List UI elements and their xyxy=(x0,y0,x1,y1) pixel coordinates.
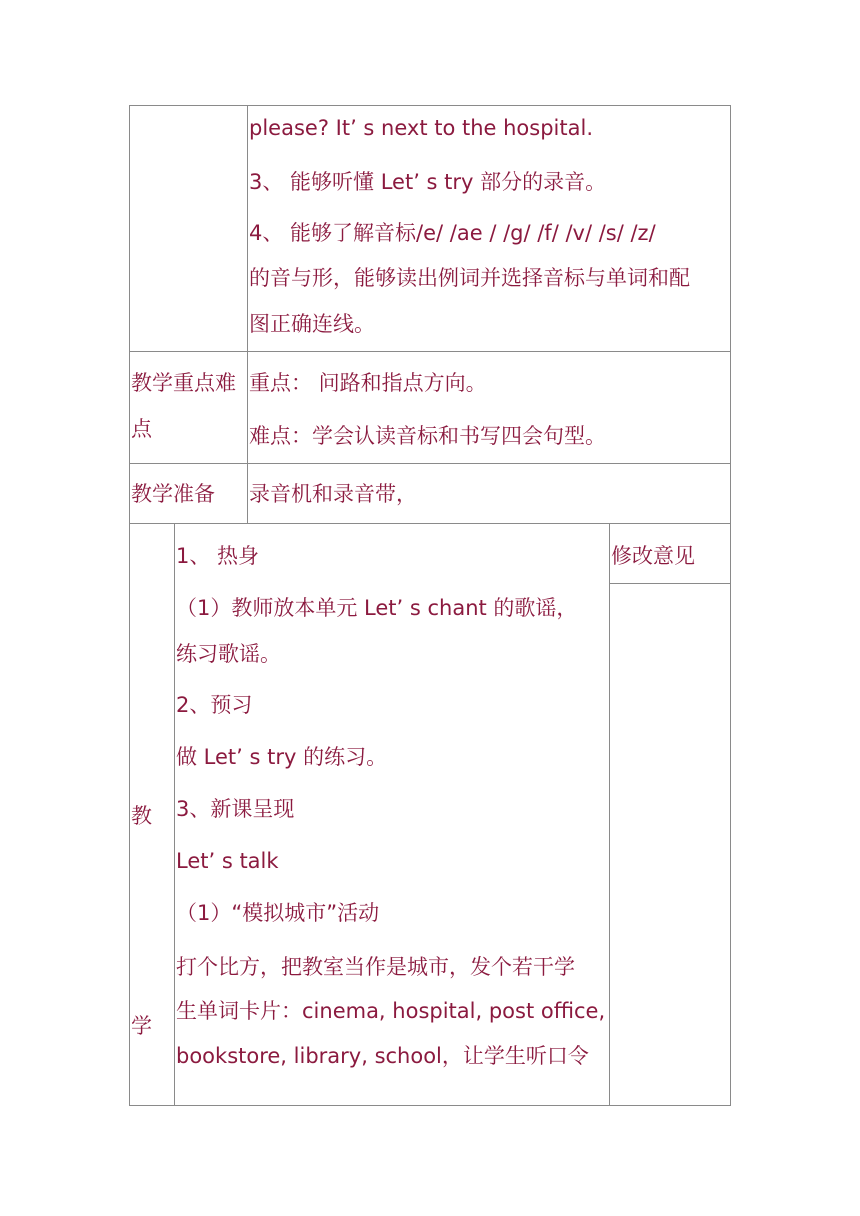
side-label-divider xyxy=(174,523,175,1106)
objective-item-3: 3、 能够听懂 Let’ s try 部分的录音。 xyxy=(249,170,607,194)
revision-header: 修改意见 xyxy=(611,544,695,568)
process-line: 做 Let’ s try 的练习。 xyxy=(176,745,388,769)
process-line: 1、 热身 xyxy=(176,544,260,568)
process-line: 打个比方，把教室当作是城市，发个若干学 xyxy=(176,955,575,979)
process-line: bookstore, library, school，让学生听口令 xyxy=(176,1044,589,1068)
key-points-label-line-2: 点 xyxy=(131,417,152,441)
table-border-right xyxy=(730,105,731,1106)
process-line: （1）“模拟城市”活动 xyxy=(176,901,380,925)
revision-header-divider xyxy=(609,583,731,584)
table-border-bottom xyxy=(129,1105,731,1106)
row-divider-objectives xyxy=(129,351,731,352)
process-line: （1）教师放本单元 Let’ s chant 的歌谣， xyxy=(176,596,578,620)
process-line: 2、预习 xyxy=(176,693,253,717)
key-points-label-line-1: 教学重点难 xyxy=(131,371,236,395)
objective-item-4-line-1: 4、 能够了解音标/e/ /ae / /g/ /f/ /v/ /s/ /z/ xyxy=(249,221,656,245)
preparation-label: 教学准备 xyxy=(131,482,215,506)
focus-text: 重点： 问路和指点方向。 xyxy=(249,371,487,395)
table-border-left xyxy=(129,105,130,1106)
process-line: 3、新课呈现 xyxy=(176,797,295,821)
objective-item-4-line-2: 的音与形，能够读出例词并选择音标与单词和配 xyxy=(249,266,690,290)
table-border-top xyxy=(129,105,731,106)
process-side-label-2: 学 xyxy=(131,1014,152,1038)
revision-column-divider xyxy=(609,523,610,1106)
process-side-label-1: 教 xyxy=(131,804,152,828)
process-line: 练习歌谣。 xyxy=(176,642,281,666)
objective-item-4-line-3: 图正确连线。 xyxy=(249,312,375,336)
row-divider-preparation xyxy=(129,523,731,524)
row-divider-key-points xyxy=(129,463,731,464)
process-line: Let’ s talk xyxy=(176,849,279,873)
preparation-content: 录音机和录音带， xyxy=(249,482,417,506)
process-line: 生单词卡片：cinema, hospital, post office, xyxy=(176,999,606,1023)
label-column-divider xyxy=(247,105,248,524)
difficulty-text: 难点：学会认读音标和书写四会句型。 xyxy=(249,424,606,448)
objective-line: please? It’ s next to the hospital. xyxy=(249,116,593,140)
